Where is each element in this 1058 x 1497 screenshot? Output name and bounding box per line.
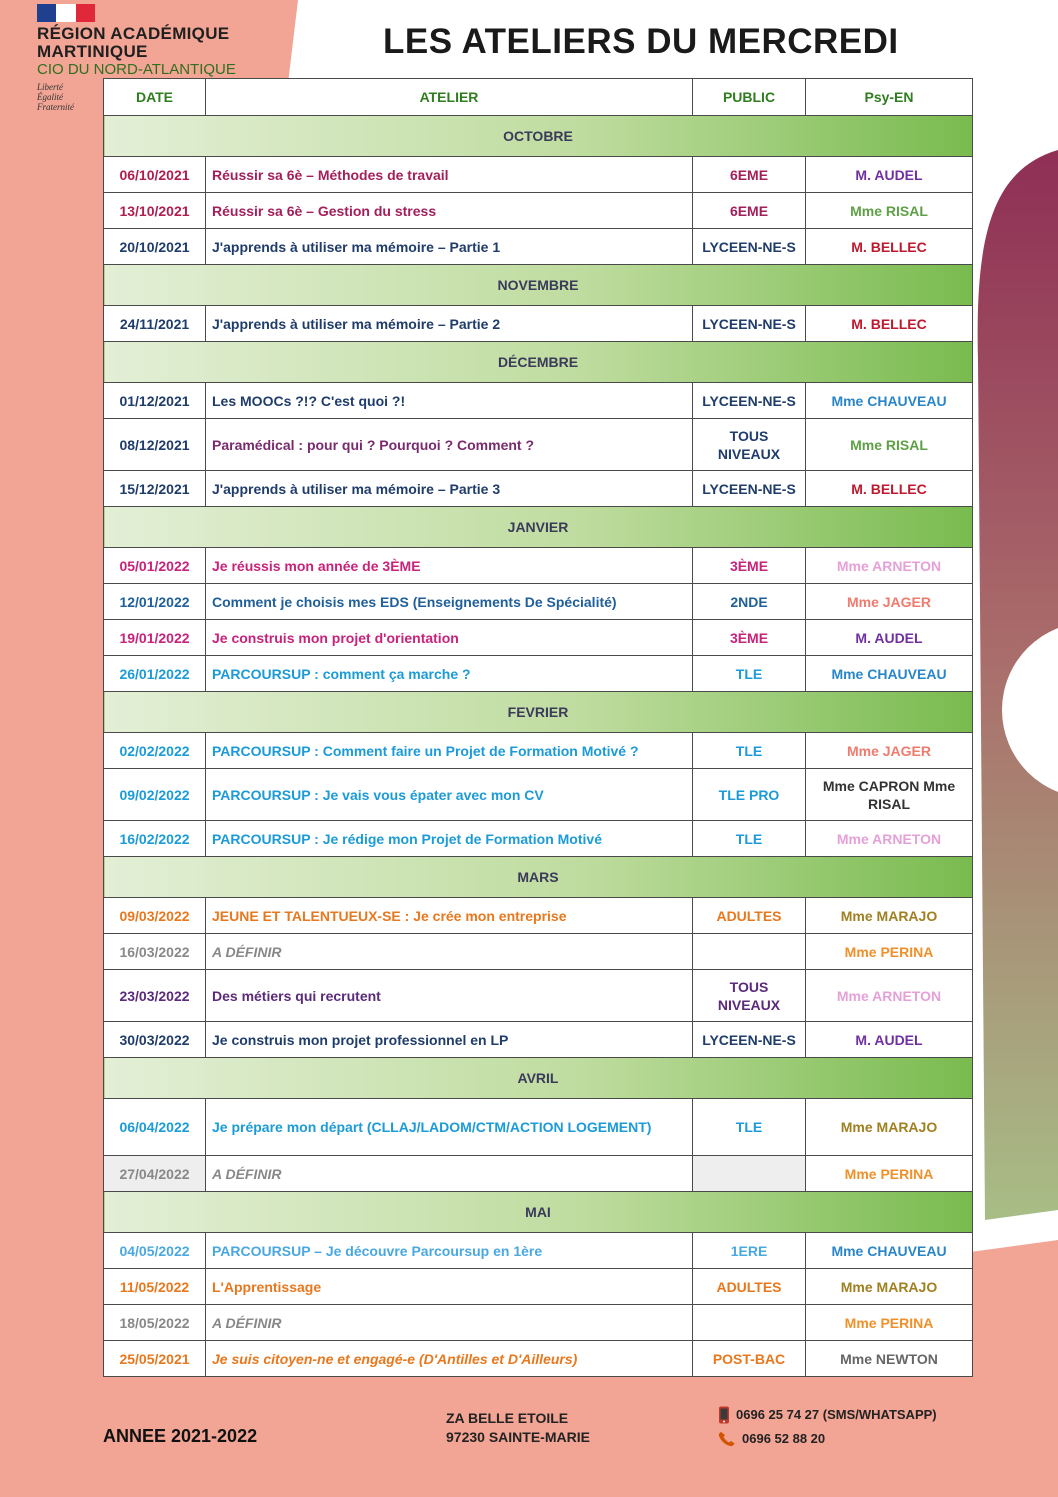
workshop-audience: 6EME	[693, 157, 806, 193]
workshop-audience: TOUS NIVEAUX	[693, 970, 806, 1022]
workshop-audience: 3ÈME	[693, 620, 806, 656]
month-header-row	[104, 507, 973, 548]
workshop-title: PARCOURSUP : Comment faire un Projet de Formation Motivé ?	[206, 733, 693, 769]
workshop-audience: TLE	[693, 656, 806, 692]
workshop-audience: LYCEEN-NE-S	[693, 229, 806, 265]
table-row	[104, 1233, 973, 1269]
workshop-psychologist: Mme ARNETON	[806, 970, 973, 1022]
workshop-audience: 6EME	[693, 193, 806, 229]
workshop-title: J'apprends à utiliser ma mémoire – Partie 2	[206, 306, 693, 342]
workshop-audience: LYCEEN-NE-S	[693, 306, 806, 342]
month-header-row	[104, 342, 973, 383]
workshop-date: 12/01/2022	[104, 584, 206, 620]
workshop-audience: 3ÈME	[693, 548, 806, 584]
french-flag-icon	[37, 4, 95, 22]
workshop-psychologist: Mme RISAL	[806, 193, 973, 229]
table-row	[104, 620, 973, 656]
table-row	[104, 1156, 973, 1192]
table-row	[104, 769, 973, 821]
workshop-audience	[693, 1305, 806, 1341]
workshop-psychologist: Mme MARAJO	[806, 1099, 973, 1156]
table-row	[104, 471, 973, 507]
workshop-psychologist: M. BELLEC	[806, 306, 973, 342]
month-header-row	[104, 116, 973, 157]
table-row	[104, 1099, 973, 1156]
month-name: MARS	[104, 857, 973, 898]
month-header-row	[104, 1192, 973, 1233]
table-row	[104, 383, 973, 419]
workshop-audience	[693, 1156, 806, 1192]
month-name: NOVEMBRE	[104, 265, 973, 306]
column-header-atelier: ATELIER	[206, 79, 693, 116]
workshop-title: PARCOURSUP : Je rédige mon Projet de Formation Motivé	[206, 821, 693, 857]
workshop-audience: TOUS NIVEAUX	[693, 419, 806, 471]
workshop-date: 11/05/2022	[104, 1269, 206, 1305]
workshop-date: 06/10/2021	[104, 157, 206, 193]
table-row	[104, 934, 973, 970]
workshop-title: Je construis mon projet d'orientation	[206, 620, 693, 656]
address	[446, 1409, 590, 1447]
month-header-row	[104, 857, 973, 898]
workshop-title: Comment je choisis mes EDS (Enseignements De Spécialité)	[206, 584, 693, 620]
workshop-date: 01/12/2021	[104, 383, 206, 419]
republic-motto	[37, 82, 74, 112]
table-row	[104, 656, 973, 692]
workshop-psychologist: M. AUDEL	[806, 620, 973, 656]
workshop-date: 05/01/2022	[104, 548, 206, 584]
table-row	[104, 821, 973, 857]
school-year: ANNEE 2021-2022	[103, 1426, 258, 1446]
workshop-date: 08/12/2021	[104, 419, 206, 471]
mobile-phone-icon	[718, 1406, 730, 1424]
workshop-psychologist: Mme JAGER	[806, 584, 973, 620]
workshop-title: Je suis citoyen-ne et engagé-e (D'Antilles et D'Ailleurs)	[206, 1341, 693, 1377]
workshop-audience	[693, 934, 806, 970]
workshop-title: Je construis mon projet professionnel en LP	[206, 1022, 693, 1058]
workshop-date: 30/03/2022	[104, 1022, 206, 1058]
month-name: AVRIL	[104, 1058, 973, 1099]
workshop-date: 15/12/2021	[104, 471, 206, 507]
workshop-psychologist: Mme RISAL	[806, 419, 973, 471]
workshop-audience: LYCEEN-NE-S	[693, 383, 806, 419]
column-header-psy: Psy-EN	[806, 79, 973, 116]
workshop-title: PARCOURSUP : Je vais vous épater avec mon CV	[206, 769, 693, 821]
workshop-audience: 2NDE	[693, 584, 806, 620]
academy-logo	[37, 4, 236, 78]
workshop-psychologist: Mme MARAJO	[806, 1269, 973, 1305]
table-row	[104, 419, 973, 471]
logo-line-region: RÉGION ACADÉMIQUE	[37, 24, 230, 43]
workshop-title: Des métiers qui recrutent	[206, 970, 693, 1022]
workshop-psychologist: M. BELLEC	[806, 471, 973, 507]
workshop-title: Paramédical : pour qui ? Pourquoi ? Comment ?	[206, 419, 693, 471]
workshop-title: Réussir sa 6è – Gestion du stress	[206, 193, 693, 229]
workshop-psychologist: M. AUDEL	[806, 1022, 973, 1058]
workshop-psychologist: M. BELLEC	[806, 229, 973, 265]
month-header-row	[104, 1058, 973, 1099]
month-header-row	[104, 265, 973, 306]
workshop-title: Je réussis mon année de 3ÈME	[206, 548, 693, 584]
workshop-audience: TLE	[693, 1099, 806, 1156]
column-header-date: DATE	[104, 79, 206, 116]
workshop-date: 18/05/2022	[104, 1305, 206, 1341]
workshop-psychologist: Mme NEWTON	[806, 1341, 973, 1377]
address-line-1: ZA BELLE ETOILE	[446, 1410, 569, 1426]
workshop-date: 16/02/2022	[104, 821, 206, 857]
workshop-date: 25/05/2021	[104, 1341, 206, 1377]
month-name: JANVIER	[104, 507, 973, 548]
month-name: FEVRIER	[104, 692, 973, 733]
workshop-schedule-table	[103, 78, 973, 1377]
workshop-psychologist: Mme CHAUVEAU	[806, 1233, 973, 1269]
workshop-title: A DÉFINIR	[206, 1156, 693, 1192]
workshop-audience: 1ERE	[693, 1233, 806, 1269]
workshop-date: 02/02/2022	[104, 733, 206, 769]
table-row	[104, 306, 973, 342]
workshop-title: A DÉFINIR	[206, 934, 693, 970]
workshop-psychologist: Mme CHAUVEAU	[806, 383, 973, 419]
table-row	[104, 1305, 973, 1341]
workshop-psychologist: Mme JAGER	[806, 733, 973, 769]
workshop-title: A DÉFINIR	[206, 1305, 693, 1341]
workshop-date: 06/04/2022	[104, 1099, 206, 1156]
logo-line-cio: CIO DU NORD-ATLANTIQUE	[37, 61, 236, 78]
table-row	[104, 193, 973, 229]
month-header-row	[104, 692, 973, 733]
table-row	[104, 548, 973, 584]
workshop-audience: LYCEEN-NE-S	[693, 471, 806, 507]
workshop-audience: TLE	[693, 821, 806, 857]
table-header-row	[104, 79, 973, 116]
workshop-date: 23/03/2022	[104, 970, 206, 1022]
workshop-date: 24/11/2021	[104, 306, 206, 342]
table-row	[104, 733, 973, 769]
workshop-audience: TLE	[693, 733, 806, 769]
landline-contact	[718, 1427, 937, 1451]
workshop-psychologist: M. AUDEL	[806, 157, 973, 193]
mobile-contact	[718, 1403, 937, 1427]
workshop-audience: ADULTES	[693, 1269, 806, 1305]
workshop-title: Réussir sa 6è – Méthodes de travail	[206, 157, 693, 193]
workshop-audience: ADULTES	[693, 898, 806, 934]
workshop-psychologist: Mme PERINA	[806, 1305, 973, 1341]
workshop-date: 09/02/2022	[104, 769, 206, 821]
mobile-number[interactable]: 0696 25 74 27 (SMS/WHATSAPP)	[736, 1407, 937, 1422]
table-row	[104, 1341, 973, 1377]
workshop-title: PARCOURSUP : comment ça marche ?	[206, 656, 693, 692]
motto-liberte: Liberté	[37, 82, 63, 92]
workshop-title: PARCOURSUP – Je découvre Parcoursup en 1ère	[206, 1233, 693, 1269]
workshop-psychologist: Mme ARNETON	[806, 548, 973, 584]
workshop-date: 19/01/2022	[104, 620, 206, 656]
table-row	[104, 584, 973, 620]
workshop-psychologist: Mme PERINA	[806, 1156, 973, 1192]
table-row	[104, 898, 973, 934]
telephone-icon	[718, 1431, 736, 1447]
workshop-psychologist: Mme ARNETON	[806, 821, 973, 857]
workshop-date: 04/05/2022	[104, 1233, 206, 1269]
contact-info	[718, 1403, 937, 1451]
workshop-audience: POST-BAC	[693, 1341, 806, 1377]
page-title: LES ATELIERS DU MERCREDI	[383, 22, 899, 61]
column-header-public: PUBLIC	[693, 79, 806, 116]
workshop-title: Je prépare mon départ (CLLAJ/LADOM/CTM/ACTION LOGEMENT)	[206, 1099, 693, 1156]
workshop-date: 13/10/2021	[104, 193, 206, 229]
workshop-title: JEUNE ET TALENTUEUX-SE : Je crée mon entreprise	[206, 898, 693, 934]
workshop-title: J'apprends à utiliser ma mémoire – Partie 3	[206, 471, 693, 507]
workshop-date: 16/03/2022	[104, 934, 206, 970]
workshop-audience: LYCEEN-NE-S	[693, 1022, 806, 1058]
workshop-audience: TLE PRO	[693, 769, 806, 821]
logo-line-martinique: MARTINIQUE	[37, 42, 148, 61]
motto-fraternite: Fraternité	[37, 102, 74, 112]
workshop-psychologist: Mme PERINA	[806, 934, 973, 970]
workshop-date: 26/01/2022	[104, 656, 206, 692]
address-line-2: 97230 SAINTE-MARIE	[446, 1429, 590, 1445]
workshop-title: Les MOOCs ?!? C'est quoi ?!	[206, 383, 693, 419]
workshop-psychologist: Mme CAPRON Mme RISAL	[806, 769, 973, 821]
workshop-psychologist: Mme MARAJO	[806, 898, 973, 934]
workshop-date: 09/03/2022	[104, 898, 206, 934]
workshop-title: L'Apprentissage	[206, 1269, 693, 1305]
table-row	[104, 157, 973, 193]
landline-number[interactable]: 0696 52 88 20	[742, 1431, 826, 1446]
table-row	[104, 1269, 973, 1305]
month-name: DÉCEMBRE	[104, 342, 973, 383]
motto-egalite: Égalité	[37, 92, 63, 102]
table-row	[104, 970, 973, 1022]
workshop-title: J'apprends à utiliser ma mémoire – Partie 1	[206, 229, 693, 265]
workshop-date: 27/04/2022	[104, 1156, 206, 1192]
table-row	[104, 1022, 973, 1058]
table-row	[104, 229, 973, 265]
month-name: MAI	[104, 1192, 973, 1233]
workshop-date: 20/10/2021	[104, 229, 206, 265]
workshop-psychologist: Mme CHAUVEAU	[806, 656, 973, 692]
month-name: OCTOBRE	[104, 116, 973, 157]
